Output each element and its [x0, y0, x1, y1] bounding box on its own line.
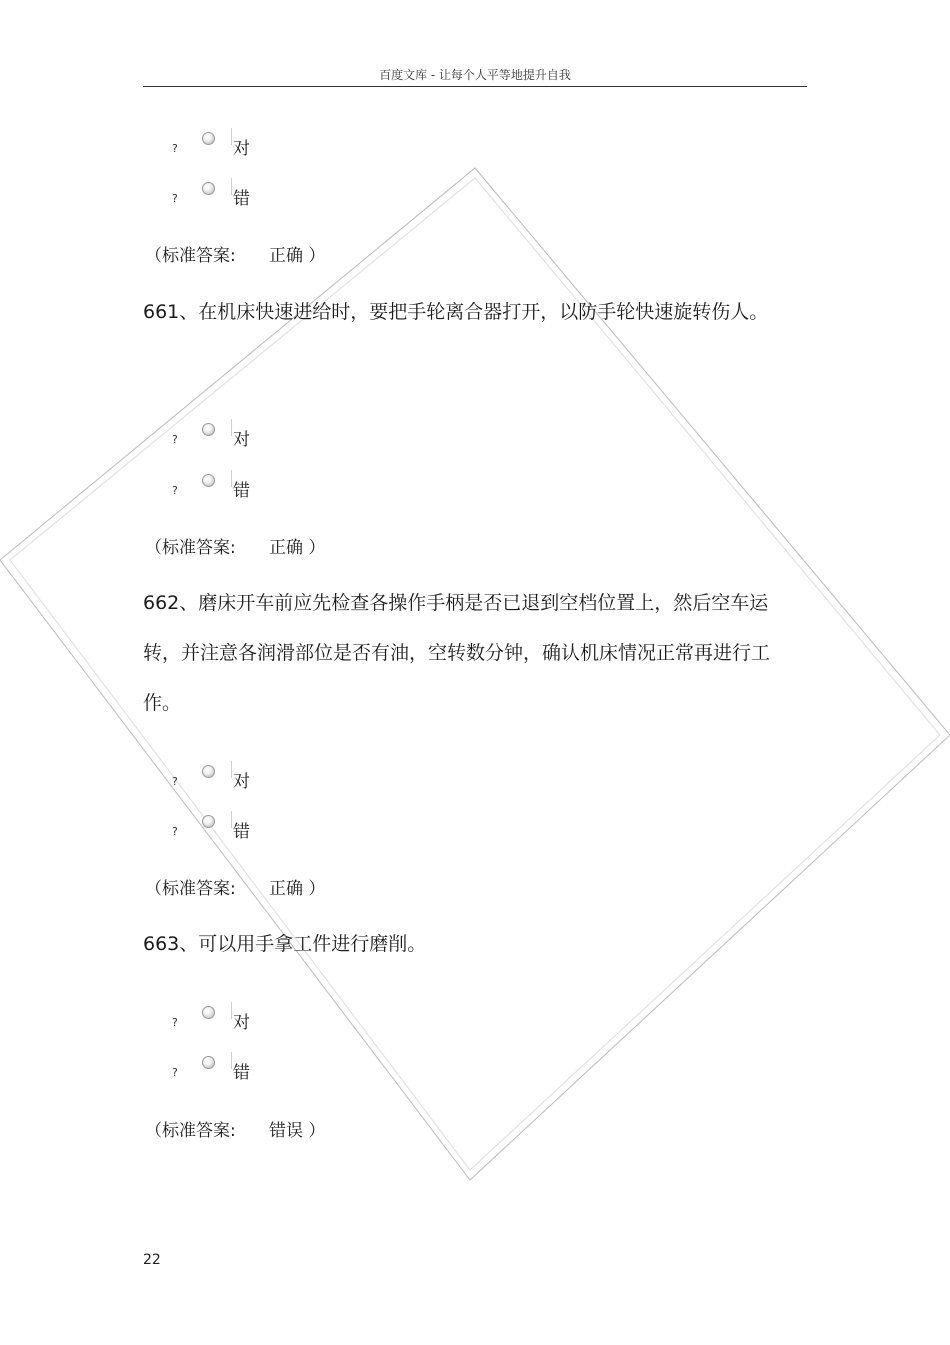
- standard-answer-q661: [145, 533, 325, 558]
- option-separator: [231, 419, 232, 436]
- option-label-true: 对: [233, 430, 250, 450]
- standard-answer-q662: [145, 874, 325, 899]
- radio-button-icon[interactable]: [202, 423, 215, 436]
- answer-value: 正确: [269, 246, 303, 266]
- option-separator: [231, 761, 232, 778]
- option-label-false: 错: [233, 189, 250, 209]
- answer-suffix: ）: [308, 879, 326, 899]
- option-marker: ?: [172, 1016, 178, 1029]
- option-separator: [231, 128, 232, 145]
- page-number: 22: [143, 1252, 161, 1268]
- option-marker: ?: [172, 142, 178, 155]
- option-marker: ?: [172, 192, 178, 205]
- radio-button-icon[interactable]: [202, 815, 215, 828]
- question-661: 661、在机床快速进给时，要把手轮离合器打开，以防手轮快速旋转伤人。: [143, 301, 769, 323]
- question-663: 663、可以用手拿工件进行磨削。: [143, 933, 427, 955]
- answer-prefix: （标准答案:: [145, 879, 236, 899]
- option-separator: [231, 470, 232, 487]
- answer-prefix: （标准答案:: [145, 246, 236, 266]
- option-label-true: 对: [233, 772, 250, 792]
- answer-suffix: ）: [308, 246, 326, 266]
- option-label-false: 错: [233, 481, 250, 501]
- answer-value: 正确: [269, 879, 303, 899]
- option-marker: ?: [172, 1066, 178, 1079]
- option-label-false: 错: [233, 822, 250, 842]
- radio-button-icon[interactable]: [202, 765, 215, 778]
- option-separator: [231, 178, 232, 195]
- radio-button-icon[interactable]: [202, 182, 215, 195]
- option-separator: [231, 811, 232, 828]
- option-label-false: 错: [233, 1063, 250, 1083]
- answer-prefix: （标准答案:: [145, 1121, 236, 1141]
- option-label-true: 对: [233, 139, 250, 159]
- answer-suffix: ）: [308, 1121, 326, 1141]
- standard-answer-q660: [145, 241, 325, 266]
- standard-answer-q663: [145, 1116, 325, 1141]
- radio-button-icon[interactable]: [202, 132, 215, 145]
- question-662: 662、磨床开车前应先检查各操作手柄是否已退到空档位置上，然后空车运转，并注意各润滑部位是否有油，空转数分钟，确认机床情况正常再进行工作。: [143, 592, 771, 714]
- radio-button-icon[interactable]: [202, 474, 215, 487]
- option-marker: ?: [172, 775, 178, 788]
- radio-button-icon[interactable]: [202, 1006, 215, 1019]
- option-marker: ?: [172, 484, 178, 497]
- option-label-true: 对: [233, 1013, 250, 1033]
- radio-button-icon[interactable]: [202, 1056, 215, 1069]
- page-header: 百度文库 - 让每个人平等地提升自我: [379, 68, 571, 82]
- option-separator: [231, 1002, 232, 1019]
- option-marker: ?: [172, 433, 178, 446]
- option-marker: ?: [172, 825, 178, 838]
- option-separator: [231, 1052, 232, 1069]
- answer-value: 正确: [269, 538, 303, 558]
- answer-suffix: ）: [308, 538, 326, 558]
- answer-prefix: （标准答案:: [145, 538, 236, 558]
- answer-value: 错误: [269, 1121, 303, 1141]
- header-divider: [143, 86, 807, 87]
